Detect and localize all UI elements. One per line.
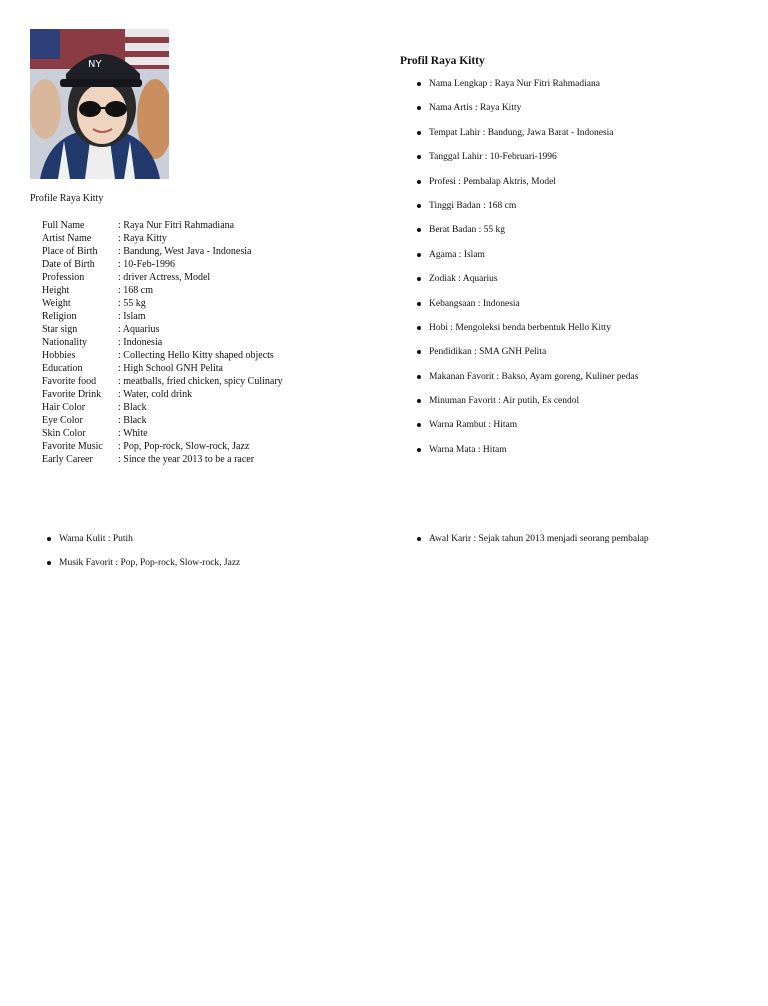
profile-row — [42, 362, 283, 375]
profile-row-value: : Bandung, West Java - Indonesia — [118, 246, 252, 257]
profile-row-value: : 10-Feb-1996 — [118, 259, 175, 270]
profile-row-label: Early Career — [42, 454, 93, 465]
profile-row-value: : Black — [118, 415, 147, 426]
profile-row-label: Favorite Drink — [42, 389, 102, 400]
profile-row — [42, 453, 283, 466]
profile-row-value: : meatballs, fried chicken, spicy Culinary — [118, 376, 283, 387]
profile-row-label: Hair Color — [42, 402, 86, 413]
indonesian-profile-item: Zodiak : Aquarius — [429, 273, 638, 285]
profile-row — [42, 323, 283, 336]
bottom-left-item: Musik Favorit : Pop, Pop-rock, Slow-rock, Jazz — [59, 558, 241, 568]
profile-row-label: Skin Color — [42, 428, 86, 439]
indonesian-profile-item: Berat Badan : 55 kg — [429, 224, 638, 236]
profile-row-label: Full Name — [42, 220, 85, 231]
profile-row — [42, 284, 283, 297]
profile-row-value: : Aquarius — [118, 324, 160, 335]
profile-row — [42, 440, 283, 453]
profile-row-value: : driver Actress, Model — [118, 272, 211, 283]
bottom-left-item: Warna Kulit : Putih — [59, 533, 240, 545]
indonesian-profile-item: Agama : Islam — [429, 249, 638, 261]
indonesian-profile-item: Tinggi Badan : 168 cm — [429, 200, 638, 212]
profile-row-value: : Pop, Pop-rock, Slow-rock, Jazz — [118, 441, 250, 452]
profile-row-value: : Collecting Hello Kitty shaped objects — [118, 350, 274, 361]
profile-row-label: Favorite food — [42, 376, 97, 387]
profile-row-label: Profession — [42, 272, 85, 283]
indonesian-profile-section — [400, 50, 750, 455]
profile-row-value: : Islam — [118, 311, 146, 322]
profile-row — [42, 375, 283, 388]
indonesian-profile-item: Profesi : Pembalap Aktris, Model — [429, 176, 638, 188]
profile-row-label: Place of Birth — [42, 246, 98, 257]
profile-row-label: Weight — [42, 298, 71, 309]
indonesian-profile-item: Tanggal Lahir : 10-Februari-1996 — [429, 151, 638, 163]
profile-row — [42, 271, 283, 284]
profile-photo-image — [30, 29, 169, 179]
profile-row-value: : White — [118, 428, 148, 439]
indonesian-profile-item: Nama Lengkap : Raya Nur Fitri Rahmadiana — [429, 78, 638, 90]
indonesian-profile-item: Tempat Lahir : Bandung, Jawa Barat - Indonesia — [429, 127, 638, 139]
profile-row — [42, 245, 283, 258]
profile-row — [42, 336, 283, 349]
indonesian-profile-item: Kebangsaan : Indonesia — [429, 298, 638, 310]
indonesian-profile-item: Minuman Favorit : Air putih, Es cendol — [429, 395, 638, 407]
profile-row-value: : Black — [118, 402, 147, 413]
profile-row — [42, 388, 283, 401]
profile-row — [42, 219, 283, 232]
profile-photo — [30, 29, 169, 179]
profile-row-value: : High School GNH Pelita — [118, 363, 223, 374]
profile-row — [42, 310, 283, 323]
indonesian-profile-item: Warna Mata : Hitam — [429, 444, 638, 456]
bottom-right-list — [429, 533, 649, 545]
profile-row-label: Height — [42, 285, 70, 296]
indonesian-profile-item: Makanan Favorit : Bakso, Ayam goreng, Kuliner pedas — [429, 371, 639, 382]
profile-row-label: Education — [42, 363, 83, 374]
profile-row — [42, 427, 283, 440]
indonesian-profile-title: Profil Raya Kitty — [400, 55, 485, 67]
profile-row-value: : Raya Kitty — [118, 233, 167, 244]
profile-row-value: : Water, cold drink — [118, 389, 193, 400]
profile-row — [42, 401, 283, 414]
svg-text:NY: NY — [88, 59, 102, 70]
indonesian-profile-item: Warna Rambut : Hitam — [429, 419, 638, 431]
profile-caption: Profile Raya Kitty — [30, 193, 104, 204]
profile-row-label: Date of Birth — [42, 259, 95, 270]
indonesian-profile-item: Pendidikan : SMA GNH Pelita — [429, 346, 638, 358]
profile-row — [42, 258, 283, 271]
indonesian-profile-item: Hobi : Mengoleksi benda berbentuk Hello Kitty — [429, 322, 638, 334]
indonesian-profile-item: Nama Artis : Raya Kitty — [429, 102, 638, 114]
bottom-right-item: Awal Karir : Sejak tahun 2013 menjadi seorang pembalap — [429, 534, 649, 544]
profile-row — [42, 232, 283, 245]
profile-row-value: : 168 cm — [118, 285, 153, 296]
profile-row-value: : 55 kg — [118, 298, 146, 309]
profile-row-label: Eye Color — [42, 415, 83, 426]
profile-row-label: Star sign — [42, 324, 78, 335]
english-profile-table — [42, 219, 283, 466]
profile-row-label: Nationality — [42, 337, 87, 348]
profile-row — [42, 297, 283, 310]
profile-row-label: Religion — [42, 311, 77, 322]
profile-row-value: : Since the year 2013 to be a racer — [118, 454, 255, 465]
bottom-left-list — [59, 533, 240, 581]
profile-row-value: : Raya Nur Fitri Rahmadiana — [118, 220, 235, 231]
indonesian-profile-list — [429, 78, 638, 468]
profile-row — [42, 349, 283, 362]
profile-row — [42, 414, 283, 427]
profile-row-value: : Indonesia — [118, 337, 163, 348]
profile-row-label: Artist Name — [42, 233, 92, 244]
profile-row-label: Hobbies — [42, 350, 76, 361]
profile-row-label: Favorite Music — [42, 441, 103, 452]
